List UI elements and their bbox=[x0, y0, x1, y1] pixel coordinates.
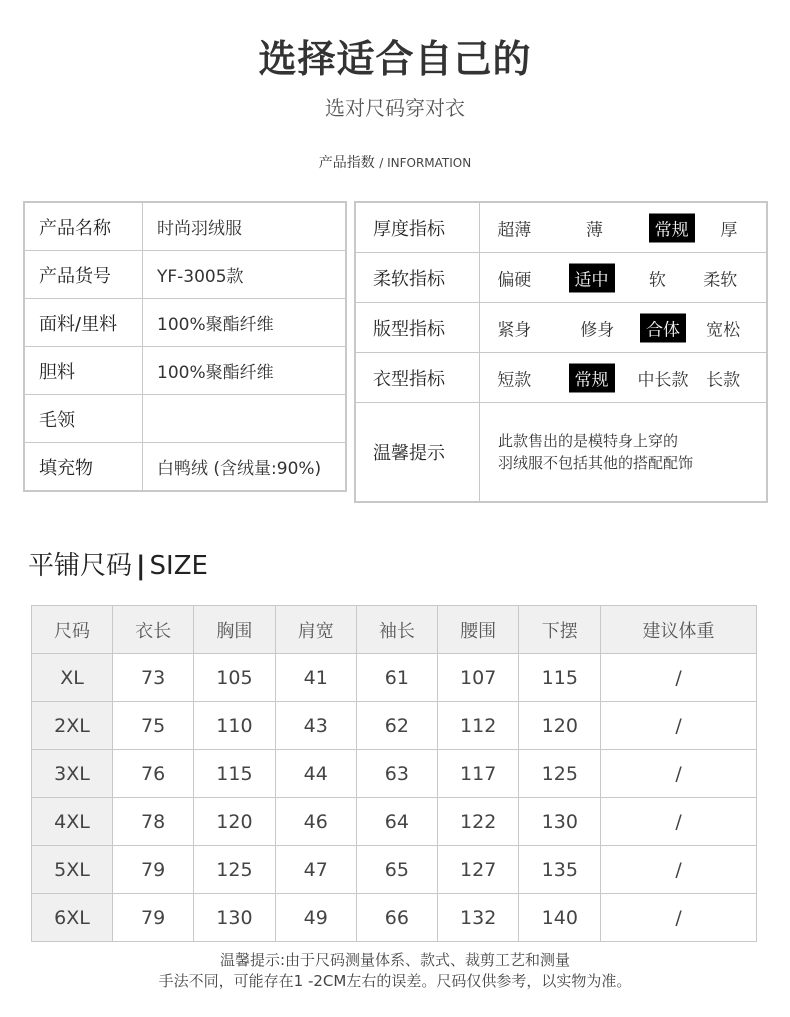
size-table-row bbox=[32, 798, 757, 846]
index-label: 柔软指标 bbox=[355, 253, 480, 303]
index-option: 短款 bbox=[497, 370, 532, 390]
index-option: 超薄 bbox=[497, 220, 532, 240]
product-info-label: 胆料 bbox=[24, 347, 143, 395]
index-options bbox=[480, 253, 768, 303]
size-value-cell: 112 bbox=[437, 702, 519, 750]
size-table-header: 尺码 bbox=[32, 606, 113, 654]
size-value-cell: 127 bbox=[437, 846, 519, 894]
size-table-header: 胸围 bbox=[194, 606, 276, 654]
size-table-row bbox=[32, 750, 757, 798]
index-option: 柔软 bbox=[703, 270, 738, 290]
size-value-cell: 44 bbox=[275, 750, 356, 798]
size-value-cell: 47 bbox=[275, 846, 356, 894]
page-title: 选择适合自己的 bbox=[258, 37, 532, 81]
size-value-cell: / bbox=[601, 654, 757, 702]
size-value-cell: / bbox=[601, 702, 757, 750]
product-info-label: 产品名称 bbox=[24, 202, 143, 251]
size-table-header: 袖长 bbox=[356, 606, 437, 654]
size-table-header: 衣长 bbox=[113, 606, 194, 654]
size-label-cell: XL bbox=[32, 654, 113, 702]
index-options bbox=[480, 353, 768, 403]
size-table-row bbox=[32, 894, 757, 942]
footer-note-line1: 温馨提示:由于尺码测量体系、款式、裁剪工艺和测量 bbox=[219, 951, 571, 969]
size-value-cell: / bbox=[601, 894, 757, 942]
size-section-heading bbox=[28, 545, 208, 582]
index-label: 版型指标 bbox=[355, 303, 480, 353]
size-value-cell: 64 bbox=[356, 798, 437, 846]
size-value-cell: / bbox=[601, 846, 757, 894]
size-value-cell: 65 bbox=[356, 846, 437, 894]
index-label: 衣型指标 bbox=[355, 353, 480, 403]
size-value-cell: 61 bbox=[356, 654, 437, 702]
size-table-header: 建议体重 bbox=[601, 606, 757, 654]
size-value-cell: 125 bbox=[194, 846, 276, 894]
product-info-label: 产品货号 bbox=[24, 251, 143, 299]
index-label: 厚度指标 bbox=[355, 202, 480, 253]
size-value-cell: 132 bbox=[437, 894, 519, 942]
size-heading-cn: 平铺尺码 bbox=[28, 551, 133, 581]
product-info-value: 100%聚酯纤维 bbox=[143, 347, 347, 395]
size-heading-en: SIZE bbox=[149, 551, 208, 581]
size-label-cell: 5XL bbox=[32, 846, 113, 894]
page-subtitle: 选对尺码穿对衣 bbox=[325, 96, 465, 120]
footer-note bbox=[0, 950, 790, 992]
index-option: 软 bbox=[648, 270, 666, 290]
product-index-table bbox=[354, 201, 768, 503]
product-info-value: 白鸭绒 (含绒量:90%) bbox=[143, 443, 347, 492]
size-table-header: 下摆 bbox=[519, 606, 601, 654]
size-value-cell: / bbox=[601, 798, 757, 846]
index-option: 宽松 bbox=[706, 320, 741, 340]
index-option: 中长款 bbox=[637, 370, 689, 390]
size-value-cell: 122 bbox=[437, 798, 519, 846]
product-info-label: 填充物 bbox=[24, 443, 143, 492]
index-option: 厚 bbox=[720, 220, 738, 240]
size-value-cell: 46 bbox=[275, 798, 356, 846]
size-value-cell: 75 bbox=[113, 702, 194, 750]
size-table-row bbox=[32, 702, 757, 750]
product-info-row bbox=[24, 443, 346, 492]
size-value-cell: 107 bbox=[437, 654, 519, 702]
index-option: 紧身 bbox=[497, 320, 532, 340]
product-info-value: YF-3005款 bbox=[143, 251, 347, 299]
size-label-cell: 4XL bbox=[32, 798, 113, 846]
index-option-selected: 常规 bbox=[649, 213, 695, 242]
product-info-row bbox=[24, 251, 346, 299]
size-value-cell: 62 bbox=[356, 702, 437, 750]
tip-text bbox=[480, 403, 768, 503]
size-value-cell: 43 bbox=[275, 702, 356, 750]
size-value-cell: 63 bbox=[356, 750, 437, 798]
size-value-cell: 73 bbox=[113, 654, 194, 702]
size-value-cell: 120 bbox=[519, 702, 601, 750]
size-value-cell: 140 bbox=[519, 894, 601, 942]
size-value-cell: 117 bbox=[437, 750, 519, 798]
size-value-cell: 130 bbox=[194, 894, 276, 942]
size-table-row bbox=[32, 846, 757, 894]
size-value-cell: 115 bbox=[194, 750, 276, 798]
product-info-value: 100%聚酯纤维 bbox=[143, 299, 347, 347]
size-label-cell: 3XL bbox=[32, 750, 113, 798]
product-info-value bbox=[143, 395, 347, 443]
product-info-label: 面料/里料 bbox=[24, 299, 143, 347]
index-row bbox=[355, 253, 767, 303]
size-value-cell: 110 bbox=[194, 702, 276, 750]
index-option: 长款 bbox=[706, 370, 741, 390]
index-option-selected: 适中 bbox=[569, 263, 615, 292]
size-value-cell: 79 bbox=[113, 894, 194, 942]
size-table-row bbox=[32, 654, 757, 702]
index-options bbox=[480, 202, 768, 253]
product-info-value: 时尚羽绒服 bbox=[143, 202, 347, 251]
index-option: 修身 bbox=[580, 320, 615, 340]
index-option: 偏硬 bbox=[497, 270, 532, 290]
size-value-cell: 115 bbox=[519, 654, 601, 702]
size-table bbox=[31, 605, 757, 942]
section-label-cn: 产品指数 bbox=[318, 155, 375, 171]
size-table-header: 腰围 bbox=[437, 606, 519, 654]
size-value-cell: 130 bbox=[519, 798, 601, 846]
section-label-information bbox=[0, 152, 790, 172]
product-info-row bbox=[24, 347, 346, 395]
size-value-cell: 79 bbox=[113, 846, 194, 894]
size-value-cell: 105 bbox=[194, 654, 276, 702]
size-value-cell: 78 bbox=[113, 798, 194, 846]
size-value-cell: / bbox=[601, 750, 757, 798]
tip-line: 此款售出的是模特身上穿的 bbox=[498, 432, 679, 450]
size-value-cell: 41 bbox=[275, 654, 356, 702]
index-row bbox=[355, 202, 767, 253]
size-value-cell: 120 bbox=[194, 798, 276, 846]
index-option-selected: 常规 bbox=[569, 363, 615, 392]
product-info-label: 毛领 bbox=[24, 395, 143, 443]
section-label-en: / INFORMATION bbox=[379, 156, 472, 170]
product-info-row bbox=[24, 202, 346, 251]
size-value-cell: 125 bbox=[519, 750, 601, 798]
tip-line: 羽绒服不包括其他的搭配配饰 bbox=[498, 454, 694, 472]
footer-note-line2: 手法不同，可能存在1 -2CM左右的误差。尺码仅供参考，以实物为准。 bbox=[158, 972, 632, 990]
product-info-table bbox=[23, 201, 347, 492]
product-info-row bbox=[24, 299, 346, 347]
size-label-cell: 6XL bbox=[32, 894, 113, 942]
size-value-cell: 135 bbox=[519, 846, 601, 894]
index-option-selected: 合体 bbox=[640, 313, 686, 342]
size-heading-divider: | bbox=[136, 551, 146, 581]
tip-label: 温馨提示 bbox=[355, 403, 480, 503]
size-label-cell: 2XL bbox=[32, 702, 113, 750]
index-row bbox=[355, 303, 767, 353]
tip-row bbox=[355, 403, 767, 503]
size-value-cell: 76 bbox=[113, 750, 194, 798]
size-value-cell: 66 bbox=[356, 894, 437, 942]
size-value-cell: 49 bbox=[275, 894, 356, 942]
index-options bbox=[480, 303, 768, 353]
product-info-row bbox=[24, 395, 346, 443]
size-table-header: 肩宽 bbox=[275, 606, 356, 654]
index-option: 薄 bbox=[585, 220, 603, 240]
index-row bbox=[355, 353, 767, 403]
